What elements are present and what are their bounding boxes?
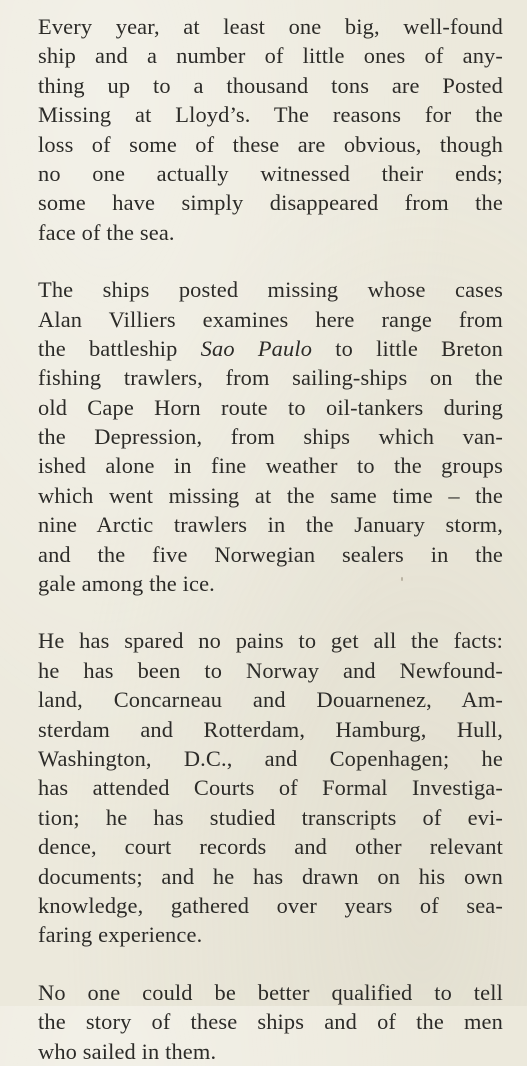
paragraph-4: [38, 978, 503, 1066]
text-line: tion; he has studied transcripts of evi-: [38, 804, 503, 830]
text-line: Every year, at least one big, well-found: [38, 14, 503, 39]
text-line: and the five Norwegian sealers in the: [38, 541, 503, 567]
text-line: land, Concarneau and Douarnenez, Am-: [38, 687, 503, 713]
paragraph-2: [38, 275, 503, 598]
text-line: old Cape Horn route to oil-tankers during: [38, 394, 503, 420]
text-line: dence, court records and other relevant: [38, 834, 503, 860]
ship-name-italic: Sao Paulo: [200, 335, 313, 361]
text-line: The ships posted missing whose cases: [38, 277, 503, 303]
text-line: nine Arctic trawlers in the January storm,: [38, 512, 503, 538]
text-line: thing up to a thousand tons are Posted: [38, 72, 503, 98]
text-line: he has been to Norway and Newfound-: [38, 657, 503, 683]
text-line: face of the sea.: [38, 219, 175, 245]
text-line: gale among the ice.: [38, 571, 215, 597]
paragraph-3: [38, 626, 503, 949]
text-line: faring experience.: [38, 922, 203, 948]
text-line-with-italic: the battleship Sao Paulo to little Breton: [38, 335, 503, 361]
text-line: Alan Villiers examines here range from: [38, 306, 503, 332]
text-line: loss of some of these are obvious, though: [38, 131, 503, 157]
text-line: fishing trawlers, from sailing-ships on the: [38, 365, 503, 391]
text-line: Missing at Lloyd’s. The reasons for the: [38, 102, 503, 128]
text-line: has attended Courts of Formal Investiga-: [38, 775, 503, 801]
text-line: some have simply disappeared from the: [38, 190, 503, 216]
paper-speck: [401, 577, 403, 581]
text-line: Washington, D.C., and Copenhagen; he: [38, 745, 503, 771]
paragraph-1: [38, 12, 503, 247]
text-line: which went missing at the same time – the: [38, 482, 503, 508]
text-line: who sailed in them.: [38, 1038, 217, 1064]
text-line: He has spared no pains to get all the facts:: [38, 628, 503, 654]
text-line: the Depression, from ships which van-: [38, 424, 503, 450]
text-line: documents; and he has drawn on his own: [38, 863, 503, 889]
text-line: ship and a number of little ones of any-: [38, 43, 503, 69]
text-line: knowledge, gathered over years of sea-: [38, 892, 503, 918]
text-line: ished alone in fine weather to the groups: [38, 453, 503, 479]
text-line: the story of these ships and of the men: [38, 1009, 503, 1035]
text-line: No one could be better qualified to tell: [38, 979, 503, 1005]
text-line: sterdam and Rotterdam, Hamburg, Hull,: [38, 716, 503, 742]
text-line: no one actually witnessed their ends;: [38, 160, 503, 186]
